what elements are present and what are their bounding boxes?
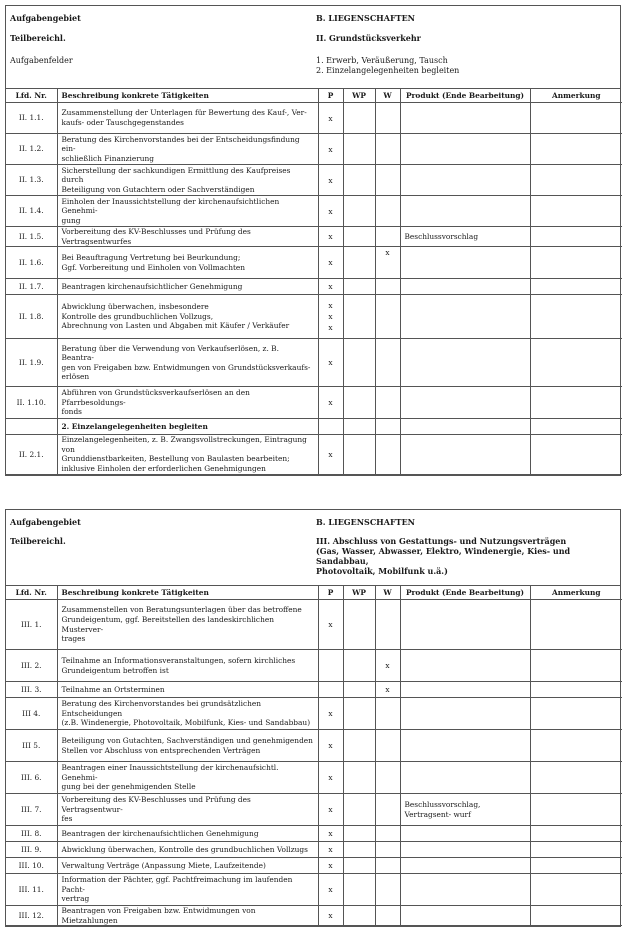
cell-produkt — [400, 419, 530, 435]
description-line: Beratung des Kirchenvorstandes bei grundsätzlichen Entscheidungen — [61, 699, 262, 718]
cell-wp — [343, 196, 375, 227]
description-line: Einholen der Inaussichtstellung der kirchenaufsichtlichen Genehmi- — [61, 196, 280, 216]
cell-wp — [343, 600, 375, 650]
cell-p — [318, 794, 343, 826]
cell-w — [375, 762, 400, 794]
column-header-p: P — [318, 586, 343, 600]
table-row — [6, 196, 622, 227]
column-header-wp: WP — [343, 89, 375, 103]
mark-p: x — [328, 323, 333, 333]
section-heading-row — [6, 419, 622, 435]
cell-w — [375, 650, 400, 682]
cell-nr: II. 1.1. — [6, 103, 57, 134]
cell-description — [57, 874, 318, 906]
cell-w — [375, 295, 400, 339]
sheet-header — [6, 510, 620, 586]
cell-p — [318, 435, 343, 474]
mark-p: x — [328, 773, 333, 782]
cell-anmerkung — [530, 387, 622, 419]
cell-p — [318, 134, 343, 165]
cell-description — [57, 698, 318, 730]
table-row — [6, 698, 622, 730]
task-table — [6, 89, 622, 475]
value-teilbereich — [316, 536, 616, 576]
cell-anmerkung — [530, 419, 622, 435]
cell-produkt — [400, 196, 530, 227]
cell-anmerkung — [530, 196, 622, 227]
cell-nr: III. 7. — [6, 794, 57, 826]
mark-p: x — [328, 449, 333, 459]
table-row — [6, 858, 622, 874]
cell-produkt: Beschlussvorschlag — [400, 227, 530, 247]
cell-wp — [343, 279, 375, 295]
cell-w — [375, 435, 400, 474]
cell-produkt — [400, 826, 530, 842]
cell-nr: III. 12. — [6, 906, 57, 926]
column-header-w: W — [375, 89, 400, 103]
cell-wp — [343, 387, 375, 419]
table-row — [6, 165, 622, 196]
mark-p: x — [328, 144, 333, 154]
cell-w — [375, 842, 400, 858]
cell-w — [375, 600, 400, 650]
cell-produkt — [400, 247, 530, 279]
mark-w: x — [385, 661, 390, 670]
cell-wp — [343, 134, 375, 165]
table-row — [6, 279, 622, 295]
cell-wp — [343, 906, 375, 926]
label-aufgabengebiet: Aufgabengebiet — [10, 517, 81, 527]
table-row — [6, 435, 622, 474]
cell-wp — [343, 339, 375, 387]
cell-nr: II. 1.10. — [6, 387, 57, 419]
cell-produkt: Beschlussvorschlag, Vertragsent- wurf — [400, 794, 530, 826]
column-header-anmerkung: Anmerkung — [530, 586, 622, 600]
description-line: gung bei der genehmigenden Stelle — [61, 782, 196, 792]
cell-nr: III. 2. — [6, 650, 57, 682]
cell-produkt — [400, 906, 530, 926]
description-line: erlösen — [61, 372, 90, 382]
description-line: Beantragen kirchenaufsichtlicher Genehmigung — [61, 281, 243, 291]
cell-anmerkung — [530, 165, 622, 196]
table-row — [6, 295, 622, 339]
cell-w — [375, 906, 400, 926]
description-line: Abrechnung von Lasten und Abgaben mit Käufer / Verkäufer — [61, 321, 290, 331]
table-row — [6, 762, 622, 794]
cell-w — [375, 826, 400, 842]
mark-p: x — [328, 232, 333, 242]
cell-w — [375, 419, 400, 435]
cell-p — [318, 650, 343, 682]
table-row — [6, 826, 622, 842]
table-row — [6, 247, 622, 279]
cell-p — [318, 295, 343, 339]
cell-produkt — [400, 295, 530, 339]
mark-p: x — [328, 312, 333, 322]
cell-p — [318, 165, 343, 196]
value-aufgabengebiet: B. LIEGENSCHAFTEN — [316, 517, 415, 527]
cell-wp — [343, 762, 375, 794]
cell-wp — [343, 730, 375, 762]
cell-description — [57, 600, 318, 650]
cell-w — [375, 794, 400, 826]
cell-wp — [343, 419, 375, 435]
description-line: Stellen vor Abschluss von entsprechenden Verträgen — [61, 745, 261, 755]
description-line: Grunddienstbarkeiten, Bestellung von Baulasten bearbeiten; — [61, 454, 290, 464]
cell-produkt — [400, 279, 530, 295]
cell-description — [57, 165, 318, 196]
cell-produkt — [400, 650, 530, 682]
description-line: Zusammenstellung der Unterlagen für Bewertung des Kauf-, Ver- — [61, 108, 307, 118]
cell-anmerkung — [530, 103, 622, 134]
mark-p: x — [328, 885, 333, 894]
cell-anmerkung — [530, 842, 622, 858]
mark-p: x — [328, 282, 333, 292]
cell-w — [375, 279, 400, 295]
cell-wp — [343, 103, 375, 134]
table-header-row — [6, 586, 622, 600]
cell-produkt — [400, 682, 530, 698]
cell-wp — [343, 227, 375, 247]
cell-p — [318, 387, 343, 419]
cell-w — [375, 387, 400, 419]
cell-p — [318, 247, 343, 279]
cell-description — [57, 196, 318, 227]
description-line: Beratung über die Verwendung von Verkaufserlösen, z. B. Beantra- — [61, 343, 279, 363]
mark-p: x — [328, 829, 333, 838]
cell-wp — [343, 858, 375, 874]
cell-w — [375, 134, 400, 165]
description-line: Teilnahme an Informationsveranstaltungen, sofern kirchliches — [61, 655, 296, 665]
cell-w — [375, 165, 400, 196]
cell-p — [318, 196, 343, 227]
cell-p — [318, 906, 343, 926]
cell-nr: III. 3. — [6, 682, 57, 698]
cell-anmerkung — [530, 858, 622, 874]
table-row — [6, 103, 622, 134]
cell-wp — [343, 682, 375, 698]
description-line: Abwicklung überwachen, Kontrolle des grundbuchlichen Vollzugs — [61, 844, 308, 854]
description-line: Teilnahme an Ortsterminen — [61, 684, 165, 694]
cell-produkt — [400, 339, 530, 387]
cell-produkt — [400, 165, 530, 196]
cell-wp — [343, 165, 375, 196]
cell-produkt — [400, 874, 530, 906]
cell-p — [318, 858, 343, 874]
column-header-anmerkung: Anmerkung — [530, 89, 622, 103]
cell-p — [318, 419, 343, 435]
cell-wp — [343, 794, 375, 826]
table-row — [6, 906, 622, 926]
table-header-row — [6, 89, 622, 103]
description-line: (z.B. Windenergie, Photovoltaik, Mobilfunk, Kies- und Sandabbau) — [61, 718, 311, 728]
cell-description — [57, 134, 318, 165]
cell-nr: III. 1. — [6, 600, 57, 650]
cell-description — [57, 103, 318, 134]
mark-p: x — [328, 258, 333, 268]
cell-description — [57, 435, 318, 474]
table-row — [6, 227, 622, 247]
cell-w — [375, 247, 400, 279]
mark-w: x — [385, 685, 390, 694]
cell-wp — [343, 826, 375, 842]
cell-w — [375, 730, 400, 762]
cell-p — [318, 682, 343, 698]
value-aufgabengebiet: B. LIEGENSCHAFTEN — [316, 13, 415, 23]
cell-wp — [343, 435, 375, 474]
table-row — [6, 874, 622, 906]
cell-anmerkung — [530, 826, 622, 842]
cell-wp — [343, 698, 375, 730]
column-header-wp: WP — [343, 586, 375, 600]
column-header-produkt: Produkt (Ende Bearbeitung) — [400, 586, 530, 600]
teilbereich-line-2: (Gas, Wasser, Abwasser, Elektro, Windenergie, Kies- und Sandabbau, — [316, 546, 571, 566]
table-row — [6, 650, 622, 682]
cell-w — [375, 196, 400, 227]
description-line: vertrag — [61, 894, 90, 904]
cell-w — [375, 858, 400, 874]
label-teilbereich: Teilbereichl. — [10, 536, 66, 546]
cell-anmerkung — [530, 435, 622, 474]
cell-produkt — [400, 842, 530, 858]
table-row — [6, 730, 622, 762]
value-teilbereich: II. Grundstücksverkehr — [316, 33, 421, 43]
teilbereich-line-3: Photovoltaik, Mobilfunk u.ä.) — [316, 566, 448, 576]
cell-nr: II. 1.9. — [6, 339, 57, 387]
cell-nr: III. 6. — [6, 762, 57, 794]
table-row — [6, 134, 622, 165]
cell-w — [375, 874, 400, 906]
cell-nr: II. 2.1. — [6, 435, 57, 474]
description-line: Bei Beauftragung Vertretung bei Beurkundung; — [61, 253, 241, 263]
cell-produkt — [400, 600, 530, 650]
label-aufgabengebiet: Aufgabengebiet — [10, 13, 81, 23]
cell-p — [318, 339, 343, 387]
description-line: fes — [61, 814, 73, 824]
description-line: Abführen von Grundstücksverkaufserlösen an den Pfarrbesoldungs- — [61, 388, 250, 407]
sheet-header — [6, 6, 620, 89]
table-row — [6, 387, 622, 419]
value-aufgabenfelder — [316, 56, 616, 76]
description-line: Beratung des Kirchenvorstandes bei der Entscheidungsfindung ein- — [61, 134, 300, 154]
cell-wp — [343, 295, 375, 339]
column-header-p: P — [318, 89, 343, 103]
cell-nr: III 5. — [6, 730, 57, 762]
cell-nr: III. 10. — [6, 858, 57, 874]
cell-nr: II. 1.2. — [6, 134, 57, 165]
cell-description — [57, 227, 318, 247]
mark-p: x — [328, 206, 333, 216]
table-row — [6, 600, 622, 650]
cell-produkt — [400, 858, 530, 874]
description-line: Beantragen von Freigaben bzw. Entwidmungen von Mietzahlungen — [61, 906, 256, 925]
table-row — [6, 842, 622, 858]
mark-p: x — [328, 175, 333, 185]
column-header-produkt: Produkt (Ende Bearbeitung) — [400, 89, 530, 103]
cell-anmerkung — [530, 874, 622, 906]
description-line: Grundeigentum betroffen ist — [61, 665, 169, 675]
cell-produkt — [400, 103, 530, 134]
cell-p — [318, 874, 343, 906]
description-line: Verwaltung Verträge (Anpassung Miete, Laufzeitende) — [61, 860, 266, 870]
cell-nr: III. 8. — [6, 826, 57, 842]
description-line: Information der Pächter, ggf. Pachtfreimachung im laufenden Pacht- — [61, 875, 293, 894]
cell-w — [375, 339, 400, 387]
cell-description — [57, 650, 318, 682]
cell-description — [57, 419, 318, 435]
cell-p — [318, 227, 343, 247]
cell-anmerkung — [530, 762, 622, 794]
description-line: Zusammenstellen von Beratungsunterlagen über das betroffene — [61, 605, 302, 615]
cell-p — [318, 762, 343, 794]
description-line: Ggf. Vorbereitung und Einholen von Vollmachten — [61, 262, 246, 272]
cell-nr: III. 9. — [6, 842, 57, 858]
mark-p: x — [328, 805, 333, 814]
description-line: Grundeigentum, ggf. Bereitstellen des landeskirchlichen Musterver- — [61, 614, 274, 634]
cell-anmerkung — [530, 650, 622, 682]
cell-anmerkung — [530, 279, 622, 295]
description-line: inklusive Einholen der erforderlichen Genehmigungen — [61, 463, 266, 473]
column-header-w: W — [375, 586, 400, 600]
description-line: Sicherstellung der sachkundigen Ermittlung des Kaufpreises durch — [61, 165, 291, 185]
mark-p: x — [328, 301, 333, 311]
cell-wp — [343, 650, 375, 682]
description-line: Beantragen einer Inaussichtstellung der kirchenaufsichtl. Genehmi- — [61, 763, 279, 782]
cell-description — [57, 247, 318, 279]
cell-description — [57, 295, 318, 339]
cell-anmerkung — [530, 906, 622, 926]
mark-w: x — [385, 248, 390, 258]
cell-nr: II. 1.7. — [6, 279, 57, 295]
description-line: schließlich Finanzierung — [61, 153, 155, 163]
label-teilbereich: Teilbereichl. — [10, 33, 66, 43]
cell-produkt — [400, 762, 530, 794]
mark-p: x — [328, 358, 333, 368]
cell-nr: II. 1.4. — [6, 196, 57, 227]
cell-description — [57, 279, 318, 295]
cell-description — [57, 826, 318, 842]
cell-nr: III. 11. — [6, 874, 57, 906]
cell-p — [318, 730, 343, 762]
cell-description — [57, 794, 318, 826]
cell-anmerkung — [530, 339, 622, 387]
cell-wp — [343, 247, 375, 279]
mark-p: x — [328, 861, 333, 870]
description-line: Vorbereitung des KV-Beschlusses und Prüfung des Vertragsentwur- — [61, 795, 251, 814]
description-line: gung — [61, 215, 81, 225]
cell-description — [57, 387, 318, 419]
cell-anmerkung — [530, 295, 622, 339]
description-line: fonds — [61, 407, 82, 417]
cell-w — [375, 227, 400, 247]
cell-nr: II. 1.8. — [6, 295, 57, 339]
cell-produkt — [400, 730, 530, 762]
cell-p — [318, 842, 343, 858]
cell-description — [57, 762, 318, 794]
mark-p: x — [328, 620, 333, 629]
description-line: Kontrolle des grundbuchlichen Vollzugs, — [61, 311, 214, 321]
cell-nr — [6, 419, 57, 435]
table-row — [6, 682, 622, 698]
cell-anmerkung — [530, 600, 622, 650]
cell-wp — [343, 874, 375, 906]
cell-p — [318, 698, 343, 730]
cell-anmerkung — [530, 698, 622, 730]
cell-produkt — [400, 387, 530, 419]
cell-description — [57, 842, 318, 858]
description-line: kaufs- oder Tauschgegenstandes — [61, 118, 184, 127]
label-aufgabenfelder: Aufgabenfelder — [10, 56, 73, 65]
cell-p — [318, 826, 343, 842]
cell-w — [375, 682, 400, 698]
cell-anmerkung — [530, 794, 622, 826]
description-line: Beteiligung von Gutachtern oder Sachverständigen — [61, 184, 255, 194]
cell-anmerkung — [530, 247, 622, 279]
cell-description — [57, 730, 318, 762]
cell-anmerkung — [530, 730, 622, 762]
column-header-nr: Lfd. Nr. — [6, 89, 57, 103]
cell-w — [375, 698, 400, 730]
cell-nr: II. 1.6. — [6, 247, 57, 279]
cell-nr: III 4. — [6, 698, 57, 730]
mark-p: x — [328, 845, 333, 854]
description-line: trages — [61, 634, 86, 644]
sheet-gestattungsvertraege — [5, 509, 621, 927]
sheet-grundstuecksverkehr — [5, 5, 621, 476]
description-line: Einzelangelegenheiten, z. B. Zwangsvollstreckungen, Eintragung von — [61, 435, 307, 454]
column-header-desc: Beschreibung konkrete Tätigkeiten — [57, 89, 318, 103]
cell-description — [57, 906, 318, 926]
mark-p: x — [328, 398, 333, 408]
aufgabenfeld-1: 1. Erwerb, Veräußerung, Tausch — [316, 56, 448, 65]
cell-w — [375, 103, 400, 134]
cell-produkt — [400, 134, 530, 165]
cell-anmerkung — [530, 227, 622, 247]
cell-anmerkung — [530, 134, 622, 165]
table-row — [6, 794, 622, 826]
cell-description — [57, 858, 318, 874]
aufgabenfeld-2: 2. Einzelangelegenheiten begleiten — [316, 66, 460, 75]
cell-p — [318, 279, 343, 295]
column-header-nr: Lfd. Nr. — [6, 586, 57, 600]
table-row — [6, 339, 622, 387]
cell-wp — [343, 842, 375, 858]
mark-p: x — [328, 741, 333, 750]
description-line: Abwicklung überwachen, insbesondere — [61, 302, 209, 312]
cell-nr: II. 1.5. — [6, 227, 57, 247]
cell-anmerkung — [530, 682, 622, 698]
cell-description — [57, 682, 318, 698]
task-table — [6, 586, 622, 926]
cell-produkt — [400, 435, 530, 474]
mark-p: x — [328, 709, 333, 718]
description-line: Beteiligung von Gutachten, Sachverständigen und genehmigenden — [61, 735, 313, 745]
mark-p: x — [328, 911, 333, 921]
teilbereich-line-1: III. Abschluss von Gestattungs- und Nutzungsverträgen — [316, 536, 567, 546]
cell-description — [57, 339, 318, 387]
description-line: 2. Einzelangelegenheiten begleiten — [61, 421, 208, 431]
cell-nr: II. 1.3. — [6, 165, 57, 196]
description-line: Vorbereitung des KV-Beschlusses und Prüfung des Vertragsentwurfes — [61, 227, 251, 246]
description-line: gen von Freigaben bzw. Entwidmungen von Grundstücksverkaufs- — [61, 362, 311, 372]
column-header-desc: Beschreibung konkrete Tätigkeiten — [57, 586, 318, 600]
description-line: Beantragen der kirchenaufsichtlichen Genehmigung — [61, 828, 259, 838]
cell-produkt — [400, 698, 530, 730]
mark-p: x — [328, 113, 333, 123]
cell-p — [318, 103, 343, 134]
cell-p — [318, 600, 343, 650]
